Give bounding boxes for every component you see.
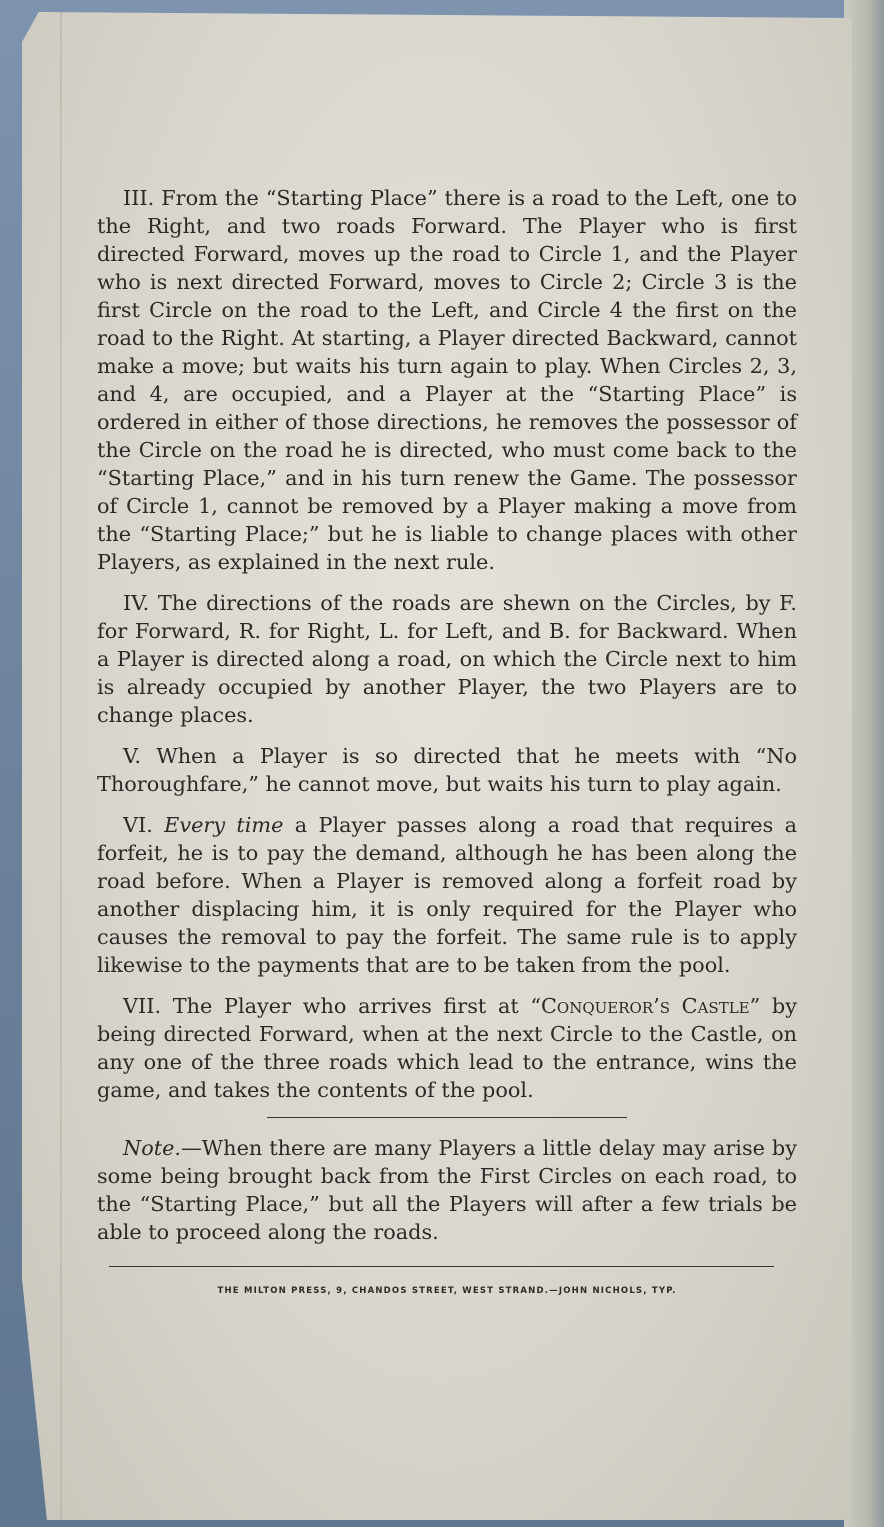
rule-vi-paragraph [97,811,797,979]
paper-crease [60,12,62,1520]
rule-v-text: When a Player is so directed that he meets with “No Thoroughfare,” he cannot move, but waits his turn to play again. [97,744,797,796]
note-label: Note. [123,1136,181,1160]
rule-iii-text: From the “Starting Place” there is a road to the Left, one to the Right, and two roads Forward. The Player who is first directed Forward, moves up the road to Circle 1, and the Player who is next directed Forward, moves to Circle 2; Circle 3 is the first Circle on the road to the Left, and Circle 4 the first on the road to the Right. At starting, a Player directed Backward, cannot make a move; but waits his turn again to play. When Circles 2, 3, and 4, are occupied, and a Player at the “Starting Place” is ordered in either of those directions, he removes the possessor of the Circle on the road he is directed, who must come back to the “Starting Place,” and in his turn renew the Game. The possessor of Circle 1, cannot be removed by a Player making a move from the “Starting Place;” but he is liable to change places with other Players, as explained in the next rule. [97,186,797,574]
rule-vii-paragraph [97,992,797,1104]
rule-v-number: V. [123,744,141,768]
rules-text [97,184,797,1305]
printer-imprint: THE MILTON PRESS, 9, CHANDOS STREET, WEST STRAND.—JOHN NICHOLS, TYP. [217,1286,677,1296]
section-divider [267,1117,627,1118]
rule-iii-paragraph [97,184,797,576]
rule-iv-text: The directions of the roads are shewn on the Circles, by F. for Forward, R. for Right, L. for Left, and B. for Backward. When a Player is directed along a road, on which the Circle next to him is already occupied by another Player, the two Players are to change places. [97,591,797,727]
rule-iii-number: III. [123,186,155,210]
rule-iv-paragraph [97,589,797,729]
rule-vii-number: VII. [123,994,162,1018]
note-paragraph [97,1134,797,1246]
rule-vi-number: VI. [123,813,153,837]
rule-vi-text: a Player passes along a road that requires a forfeit, he is to pay the demand, although he has been along the road before. When a Player is removed along a forfeit road by another displacing him, it is only required for the Player who causes the removal to pay the forfeit. The same rule is to apply likewise to the payments that are to be taken from the pool. [97,813,797,977]
conquerors-castle-name: Conqueror’s Castle [541,994,750,1018]
rule-vii-text-after: ” by being directed Forward, when at the next Circle to the Castle, on any one of the three roads which lead to the entrance, wins the game, and takes the contents of the pool. [97,994,797,1102]
rule-iv-number: IV. [123,591,150,615]
rule-vii-text-before: The Player who arrives first at “ [172,994,542,1018]
rule-vi-emphasis: Every time [164,813,284,837]
imprint-divider [109,1266,774,1267]
note-text: —When there are many Players a little delay may arise by some being brought back from the First Circles on each road, to the “Starting Place,” but all the Players will after a few trials be able to proceed along the roads. [97,1136,797,1244]
rule-v-paragraph [97,742,797,798]
